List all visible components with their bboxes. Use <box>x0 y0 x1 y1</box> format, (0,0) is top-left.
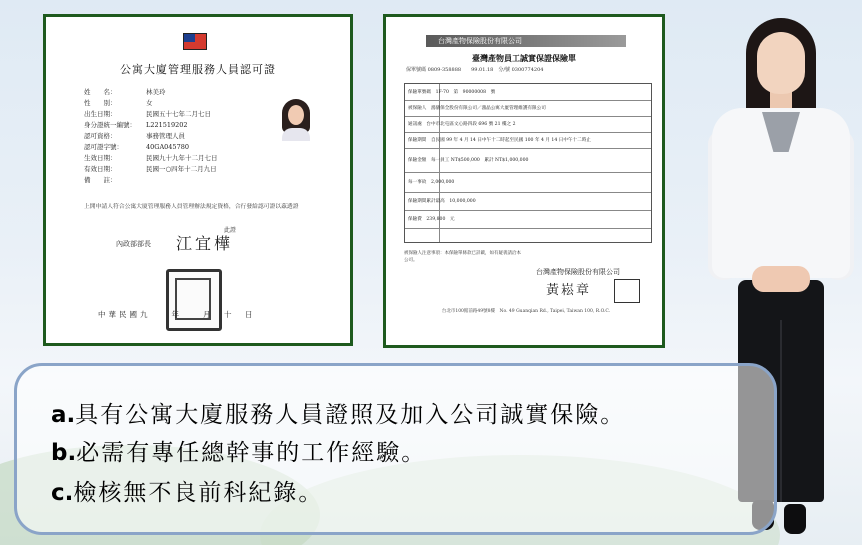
field-key: 出生日期： <box>84 110 117 118</box>
field-key: 性 別： <box>84 99 117 107</box>
form-cell: 保險費 239,800 元 <box>408 217 455 222</box>
company-stamp-icon <box>614 279 640 303</box>
requirement-letter: b. <box>51 440 77 466</box>
certificate-title: 公寓大廈管理服務人員認可證 <box>120 63 276 76</box>
certificate-field-row <box>84 142 324 153</box>
field-value: 民國九十九年十二月七日 <box>146 154 218 162</box>
insurance-signer-signature: 黃崧章 <box>546 283 592 298</box>
field-key: 認可資格： <box>84 132 117 140</box>
insurance-title: 臺灣產物員工誠實保證保險單 <box>472 53 576 63</box>
field-key: 身分證統一編號： <box>84 121 136 129</box>
requirement-letter: c. <box>51 480 74 506</box>
form-cell: 保險單號碼 1F-70 第 90000008 號 <box>408 90 496 95</box>
form-cell: 保險金額 每一員工 NT$500,000 累計 NT$1,000,000 <box>408 158 529 163</box>
requirement-text: 檢核無不良前科紀錄。 <box>73 480 324 506</box>
flag-icon <box>183 33 207 50</box>
insurance-form-table <box>404 83 652 243</box>
certificate-date: 中華民國九 年 月 十 日 <box>98 310 256 319</box>
field-value: 民國五十七年二月七日 <box>146 110 211 118</box>
insurance-meta: 保單號碼 0809-358888 99.01.18 分/號 0300774204 <box>406 67 544 73</box>
field-key: 生效日期： <box>84 154 117 162</box>
certificate-note: 上開申請人符合公寓大廈管理服務人員管理辦法規定資格，合行發給認可證以茲透證 <box>84 204 299 210</box>
field-key: 備 註： <box>84 176 117 184</box>
field-value: 林美玲 <box>146 88 166 96</box>
insurance-bottom-note: 被保險人注意事項：本保險單條款已詳載，如有疑義請洽本公司。 <box>404 251 521 263</box>
requirement-item <box>51 474 323 507</box>
field-value: L221519202 <box>146 121 188 129</box>
certificate-issuer: 內政部部長 <box>116 240 151 248</box>
form-cell: 保險期間累計最高 10,000,000 <box>408 199 476 204</box>
certificate-field-row <box>84 153 324 164</box>
requirement-item <box>51 396 625 429</box>
certificate-issuer-signature: 江宜樺 <box>176 234 234 253</box>
requirement-text: 必需有專任總幹事的工作經驗。 <box>76 440 427 466</box>
form-cell: 保險期間 自民國 99 年 4 月 14 日中午十二時起至民國 100 年 4 月 14 日中午十二時止 <box>408 138 591 143</box>
form-cell: 被保險人 鴻儀保全股份有限公司／鴻晶公寓大廈管理維護有限公司 <box>408 106 546 111</box>
field-value: 事務管理人員 <box>146 132 185 140</box>
form-cell: 每一事故 2,000,000 <box>408 180 455 185</box>
insurance-policy-image <box>383 14 665 348</box>
requirement-item <box>51 434 426 467</box>
id-photo <box>276 97 316 141</box>
official-seal-icon <box>166 269 222 331</box>
insurance-header: 台灣產物保險股份有限公司 <box>438 37 522 45</box>
field-value: 40GA045780 <box>146 143 189 151</box>
requirement-letter: a. <box>51 402 76 428</box>
certificate-field-row <box>84 164 324 175</box>
license-certificate-image <box>43 14 353 346</box>
requirements-panel <box>14 363 777 535</box>
field-key: 姓 名： <box>84 88 117 96</box>
field-value: 民國一○四年十二月九日 <box>146 165 217 173</box>
insurance-company: 台灣產物保險股份有限公司 <box>536 268 620 276</box>
certificate-field-row <box>84 175 324 186</box>
requirement-text: 具有公寓大廈服務人員證照及加入公司誠實保險。 <box>75 402 626 428</box>
insurance-footer: 台北市100館前路49號8樓 No. 49 Guanqian Rd., Taipei, Taiwan 100, R.O.C. <box>441 309 611 314</box>
field-key: 有效日期： <box>84 165 117 173</box>
form-cell: 通訊處 台中市北屯區文心路四段 696 號 21 樓之 2 <box>408 122 516 127</box>
field-value: 女 <box>146 99 153 107</box>
field-key: 認可證字號： <box>84 143 123 151</box>
certificate-issuer-note: 此證 <box>224 227 237 234</box>
